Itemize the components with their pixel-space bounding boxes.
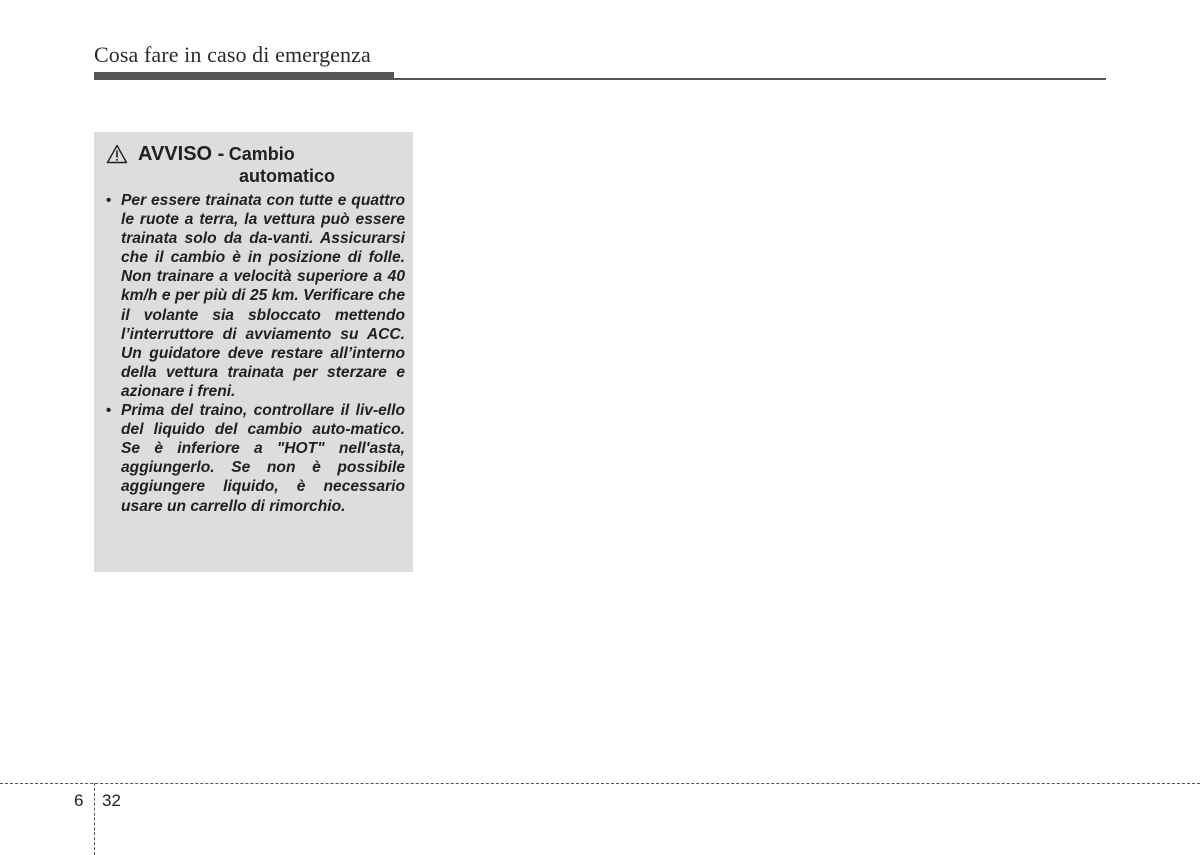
warning-subtitle-line1: Cambio — [228, 144, 295, 164]
warning-label: AVVISO - — [138, 143, 225, 165]
chapter-number: 6 — [74, 791, 84, 810]
footer-dashed-divider — [94, 783, 95, 855]
warning-item-text: Prima del traino, controllare il liv-ello del liquido del cambio auto-matico. Se è inferiore a "HOT" nell'asta, aggiungerlo. Se non è possibile aggiungere liquido, è necessario usare un carrello di rimorchio. — [121, 402, 405, 515]
warning-list-item — [104, 191, 405, 401]
warning-triangle-icon — [106, 144, 128, 164]
warning-subtitle-line2: automatico — [239, 166, 336, 186]
header-rule-thin — [394, 78, 1106, 80]
warning-item-text: Per essere trainata con tutte e quattro le ruote a terra, la vettura può essere trainata solo da da-vanti. Assicurarsi che il cambio è in posizione di folle. Non trainare a velocità superiore a 40 km/h e per più di 25 km. Verificare che il volante sia sbloccato mettendo l’interruttore di avviamento su ACC. Un guidatore deve restare all’interno della vettura trainata per sterzare e azionare i freni. — [121, 192, 405, 400]
section-title: Cosa fare in caso di emergenza — [94, 42, 371, 67]
warning-list — [104, 191, 405, 516]
warning-list-item — [104, 401, 405, 516]
warning-box — [94, 132, 413, 572]
bullet-icon: • — [106, 402, 112, 420]
header-rule-thick — [94, 72, 394, 80]
footer-dashed-rule — [0, 783, 1200, 784]
bullet-icon: • — [106, 192, 112, 209]
page-number: 32 — [102, 791, 121, 810]
warning-heading — [104, 144, 405, 187]
